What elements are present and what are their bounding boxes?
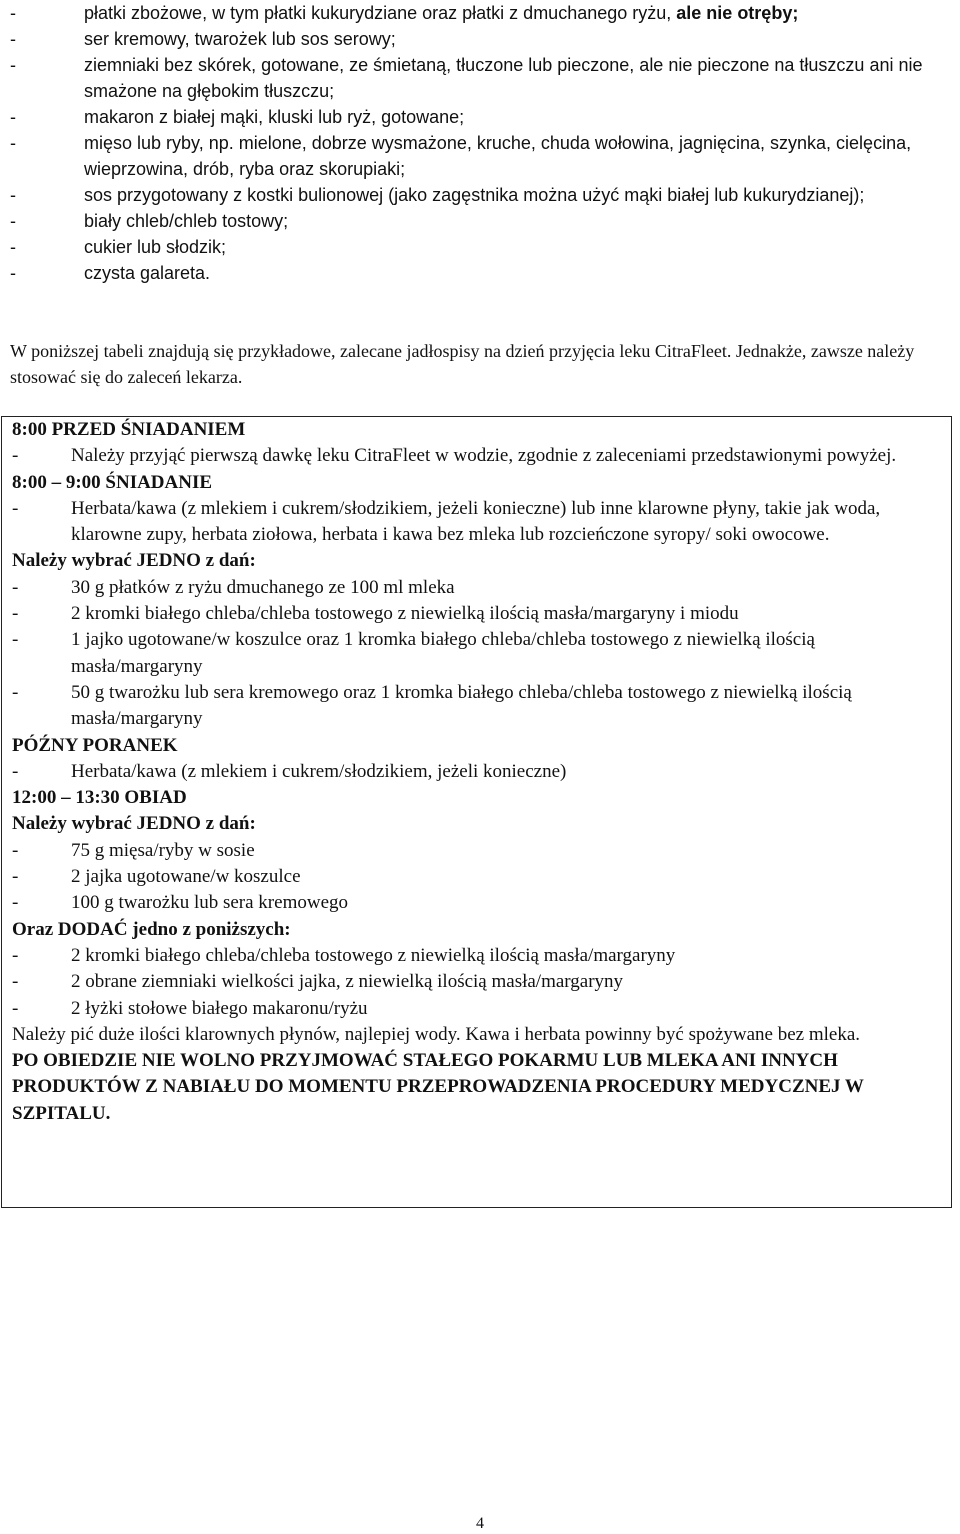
list-item-text: Herbata/kawa (z mlekiem i cukrem/słodzikiem, jeżeli konieczne) <box>71 760 567 782</box>
late-morning-heading: PÓŹNY PORANEK <box>12 734 178 756</box>
list-item <box>10 26 950 52</box>
lunch-heading: 12:00 – 13:30 OBIAD <box>12 787 187 809</box>
list-item <box>12 943 943 969</box>
list-item-text: biały chleb/chleb tostowy; <box>84 211 289 231</box>
list-dash: - <box>10 185 16 205</box>
meal-plan-table <box>1 416 952 1208</box>
list-item <box>12 969 943 995</box>
list-dash: - <box>12 603 19 625</box>
list-item <box>12 601 943 627</box>
add-one-heading: Oraz DODAĆ jedno z poniższych: <box>12 918 291 940</box>
list-dash: - <box>12 445 19 467</box>
page-number: 4 <box>476 1515 484 1532</box>
list-dash: - <box>10 55 16 75</box>
list-dash: - <box>12 971 19 993</box>
list-item <box>12 680 943 733</box>
list-item-text: 2 jajka ugotowane/w koszulce <box>71 866 301 888</box>
list-item <box>10 0 950 26</box>
list-dash: - <box>12 497 19 519</box>
list-item-text: Należy przyjąć pierwszą dawkę leku CitraFleet w wodzie, zgodnie z zaleceniami przedstawionymi powyżej. <box>71 445 897 467</box>
list-item <box>12 627 943 680</box>
list-item-text: cukier lub słodzik; <box>84 237 227 257</box>
list-dash: - <box>12 997 19 1019</box>
list-item-text: Herbata/kawa (z mlekiem i cukrem/słodzikiem, jeżeli konieczne) lub inne klarowne płyny, takie jak woda, klarowne zupy, herbata ziołowa, herbata i kawa bez mleka lub rozcieńczone syropy/ soki owocowe. <box>71 497 881 546</box>
list-item-text: 100 g twarożku lub sera kremowego <box>71 892 349 914</box>
list-dash: - <box>10 3 16 23</box>
list-item-tail: ; <box>792 3 799 23</box>
choose-one-heading: Należy wybrać JEDNO z dań: <box>12 813 256 835</box>
list-dash: - <box>12 892 19 914</box>
list-item-text: 2 obrane ziemniaki wielkości jajka, z niewielką ilością masła/margaryny <box>71 971 624 993</box>
list-dash: - <box>10 263 16 283</box>
list-item-text: 2 kromki białego chleba/chleba tostowego z niewielką ilością masła/margaryny i miodu <box>71 603 739 625</box>
list-item-text: płatki zbożowe, w tym płatki kukurydziane oraz płatki z dmuchanego ryżu, <box>84 3 677 23</box>
list-dash: - <box>10 29 16 49</box>
list-item <box>12 759 943 785</box>
list-item <box>12 496 943 549</box>
list-item <box>12 575 943 601</box>
list-dash: - <box>10 133 16 153</box>
list-item <box>10 182 950 208</box>
list-dash: - <box>10 107 16 127</box>
list-dash: - <box>10 237 16 257</box>
list-item-text: 2 łyżki stołowe białego makaronu/ryżu <box>71 997 368 1019</box>
list-dash: - <box>12 681 19 703</box>
choose-one-heading: Należy wybrać JEDNO z dań: <box>12 550 256 572</box>
list-item-text: 1 jajko ugotowane/w koszulce oraz 1 kromka białego chleba/chleba tostowego z niewielką ilością masła/margaryny <box>71 629 815 677</box>
list-item-text: 2 kromki białego chleba/chleba tostowego z niewielką ilością masła/margaryny <box>71 944 676 966</box>
list-item-text: 30 g płatków z ryżu dmuchanego ze 100 ml mleka <box>71 576 455 598</box>
list-item <box>10 234 950 260</box>
list-item <box>10 52 950 104</box>
list-item-text: mięso lub ryby, np. mielone, dobrze wysmażone, kruche, chuda wołowina, jagnięcina, szynka, cielęcina, wieprzowina, drób, ryba oraz skorupiaki; <box>84 133 912 179</box>
list-item <box>10 104 950 130</box>
list-dash: - <box>10 211 16 231</box>
list-item-text: sos przygotowany z kostki bulionowej (jako zagęstnika można użyć mąki białej lub kukurydzianej); <box>84 185 865 205</box>
list-item-text: 75 g mięsa/ryby w sosie <box>71 839 255 861</box>
list-dash: - <box>12 760 19 782</box>
breakfast-heading: 8:00 – 9:00 ŚNIADANIE <box>12 471 213 493</box>
list-item-text: 50 g twarożku lub sera kremowego oraz 1 kromka białego chleba/chleba tostowego z niewielką ilością masła/margaryny <box>71 681 852 730</box>
list-dash: - <box>12 576 19 598</box>
before-breakfast-heading: 8:00 PRZED ŚNIADANIEM <box>12 419 246 440</box>
list-item <box>12 838 943 864</box>
list-item <box>12 996 943 1022</box>
list-item <box>10 130 950 182</box>
list-item <box>12 864 943 890</box>
list-dash: - <box>12 866 19 888</box>
list-dash: - <box>12 944 19 966</box>
warning-text: PO OBIEDZIE NIE WOLNO PRZYJMOWAĆ STAŁEGO POKARMU LUB MLEKA ANI INNYCH PRODUKTÓW Z NABIAŁU DO MOMENTU PRZEPROWADZENIA PROCEDURY MEDYCZNEJ W SZPITALU. <box>12 1050 864 1124</box>
list-item-emphasis: ale nie otręby <box>676 3 793 23</box>
list-item-text: ziemniaki bez skórek, gotowane, ze śmietaną, tłuczone lub pieczone, ale nie pieczone na tłuszczu ani nie smażone na głębokim tłuszczu; <box>84 55 923 101</box>
intro-paragraph: W poniższej tabeli znajdują się przykładowe, zalecane jadłospisy na dzień przyjęcia leku CitraFleet. Jednakże, zawsze należy stosować się do zaleceń lekarza. <box>10 341 915 387</box>
list-item-text: makaron z białej mąki, kluski lub ryż, gotowane; <box>84 107 465 127</box>
list-item-text: ser kremowy, twarożek lub sos serowy; <box>84 29 396 49</box>
list-item <box>12 890 943 916</box>
list-dash: - <box>12 839 19 861</box>
list-item <box>10 260 950 286</box>
diet-allowed-list <box>10 0 950 286</box>
list-dash: - <box>12 629 19 651</box>
list-item <box>12 443 943 469</box>
list-item <box>10 208 950 234</box>
fluids-note: Należy pić duże ilości klarownych płynów, najlepiej wody. Kawa i herbata powinny być spożywane bez mleka. <box>12 1023 861 1045</box>
list-item-text: czysta galareta. <box>84 263 211 283</box>
